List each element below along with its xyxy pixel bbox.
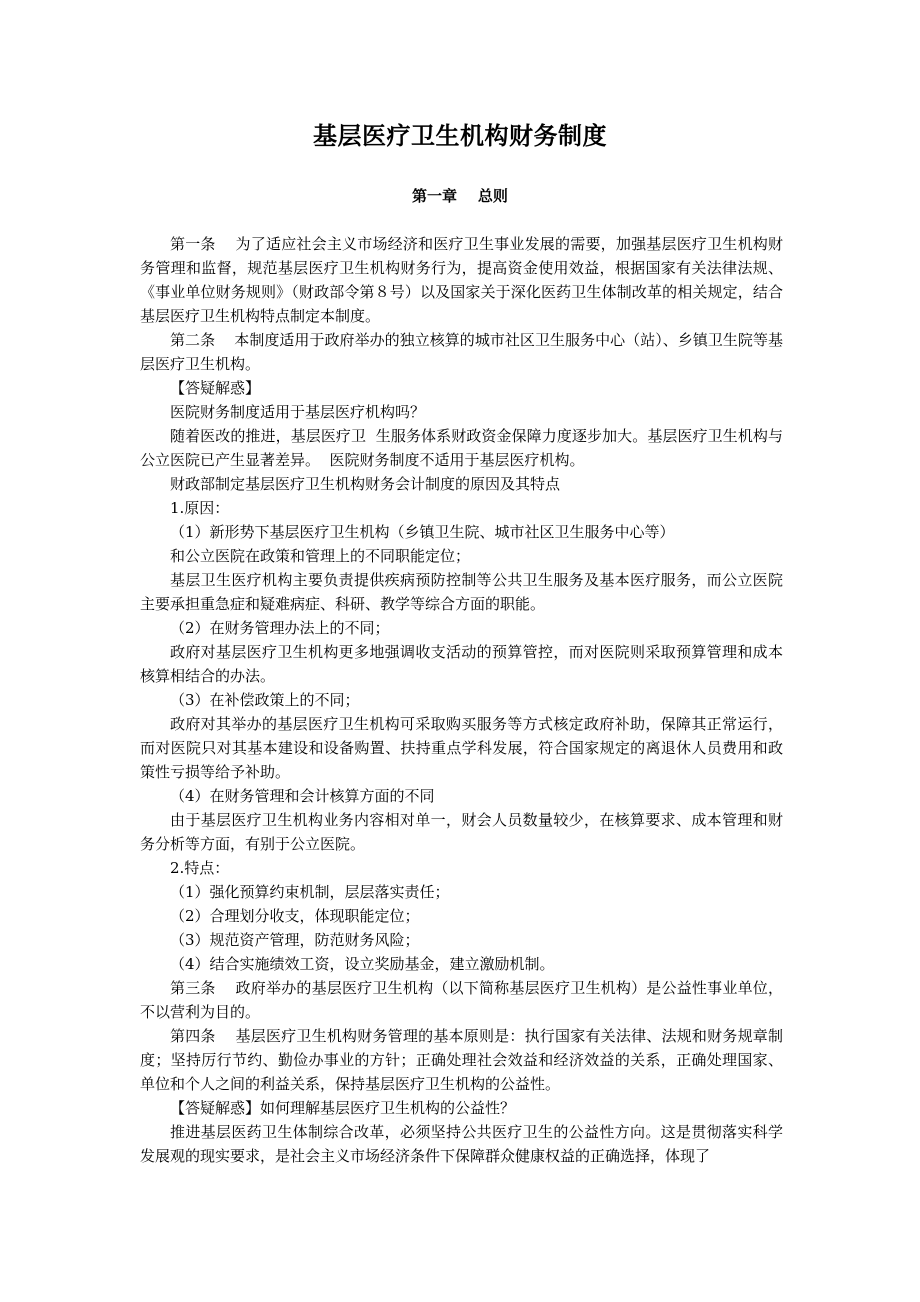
- qa-question: 医院财务制度适用于基层医疗机构吗？: [170, 403, 426, 421]
- document-title: 基层医疗卫生机构财务制度: [313, 121, 607, 150]
- reason-2-item: （2）在财务管理办法上的不同；: [170, 619, 390, 637]
- reason-3-item: （3）在补偿政策上的不同；: [170, 691, 360, 709]
- feature-3-item: （3）规范资产管理，防范财务风险；: [170, 931, 420, 949]
- article-2-paragraph: 第二条 本制度适用于政府举办的独立核算的城市社区卫生服务中心（站）、乡镇卫生院等基层医疗卫生机构。: [140, 331, 783, 373]
- article-1-paragraph: 第一条 为了适应社会主义市场经济和医疗卫生事业发展的需要，加强基层医疗卫生机构财务管理和监督，规范基层医疗卫生机构财务行为，提高资金使用效益，根据国家有关法律法规、《事业单位财务规则》（财政部令第８号）以及国家关于深化医药卫生体制改革的相关规定，结合基层医疗卫生机构特点制定本制度。: [140, 235, 783, 325]
- article-4-paragraph: 第四条 基层医疗卫生机构财务管理的基本原则是：执行国家有关法律、法规和财务规章制度；坚持厉行节约、勤俭办事业的方针；正确处理社会效益和经济效益的关系，正确处理国家、单位和个人之间的利益关系，保持基层医疗卫生机构的公益性。: [140, 1027, 783, 1093]
- article-3-paragraph: 第三条 政府举办的基层医疗卫生机构（以下简称基层医疗卫生机构）是公益性事业单位，不以营利为目的。: [140, 979, 783, 1021]
- feature-4-item: （4）结合实施绩效工资，设立奖励基金，建立激励机制。: [170, 955, 555, 973]
- reason-4-detail: 由于基层医疗卫生机构业务内容相对单一，财会人员数量较少，在核算要求、成本管理和财务分析等方面，有别于公立医院。: [140, 811, 783, 853]
- reason-4-item: （4）在财务管理和会计核算方面的不同: [170, 787, 435, 805]
- reason-1-detail: 基层卫生医疗机构主要负责提供疾病预防控制等公共卫生服务及基本医疗服务，而公立医院主要承担重急症和疑难病症、科研、教学等综合方面的职能。: [140, 571, 783, 613]
- reasons-heading: 财政部制定基层医疗卫生机构财务会计制度的原因及其特点: [170, 475, 561, 493]
- features-label: 2.特点：: [170, 859, 230, 877]
- qa-public-welfare-heading: 【答疑解惑】如何理解基层医疗卫生机构的公益性？: [170, 1099, 516, 1117]
- qa-public-welfare-answer: 推进基层医药卫生体制综合改革，必须坚持公共医疗卫生的公益性方向。这是贯彻落实科学发展观的现实要求，是社会主义市场经济条件下保障群众健康权益的正确选择，体现了: [140, 1123, 783, 1165]
- reason-1-item: （1）新形势下基层医疗卫生机构（乡镇卫生院、城市社区卫生服务中心等）: [170, 523, 675, 541]
- reason-3-detail: 政府对其举办的基层医疗卫生机构可采取购买服务等方式核定政府补助，保障其正常运行，而对医院只对其基本建设和设备购置、扶持重点学科发展，符合国家规定的离退休人员费用和政策性亏损等给予补助。: [140, 715, 783, 781]
- reasons-label: 1.原因：: [170, 499, 230, 517]
- qa-answer: 随着医改的推进，基层医疗卫 生服务体系财政资金保障力度逐步加大。基层医疗卫生机构与公立医院已产生显著差异。 医院财务制度不适用于基层医疗机构。: [140, 427, 783, 469]
- qa-heading: 【答疑解惑】: [170, 379, 261, 397]
- feature-2-item: （2）合理划分收支，体现职能定位；: [170, 907, 420, 925]
- document-body: [140, 232, 783, 1168]
- reason-1-continuation: 和公立医院在政策和管理上的不同职能定位；: [170, 547, 471, 565]
- chapter-heading: 第一章 总则: [412, 187, 508, 205]
- reason-2-detail: 政府对基层医疗卫生机构更多地强调收支活动的预算管控，而对医院则采取预算管理和成本核算相结合的办法。: [140, 643, 783, 685]
- feature-1-item: （1）强化预算约束机制，层层落实责任；: [170, 883, 450, 901]
